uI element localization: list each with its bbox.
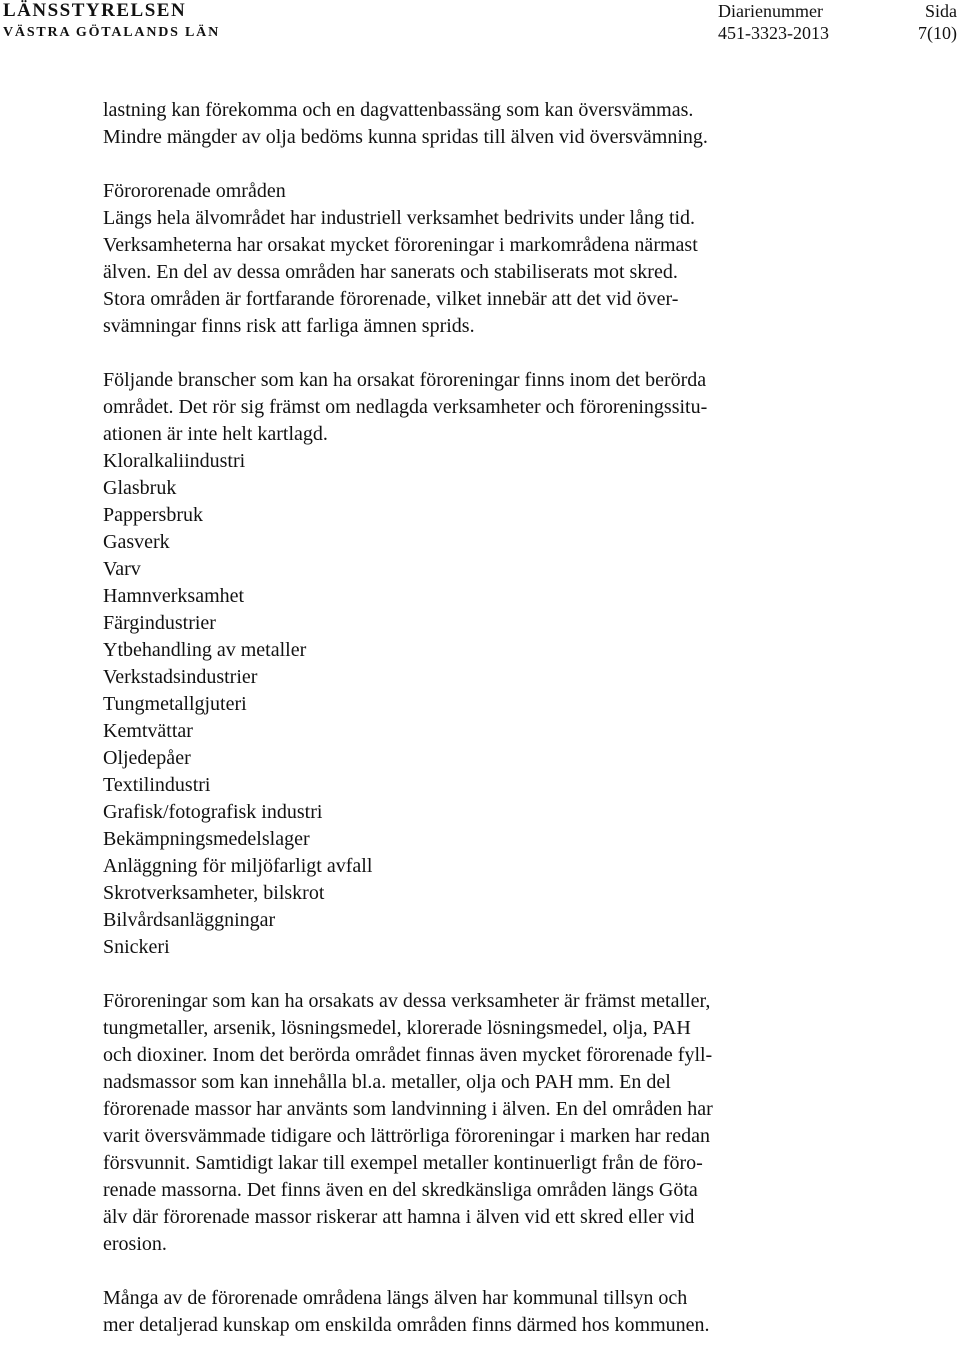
list-item: Oljedepåer (103, 747, 191, 769)
section-heading: Förororenade områden (103, 180, 286, 202)
list-item: Bekämpningsmedelslager (103, 828, 310, 850)
list-item: Tungmetallgjuteri (103, 693, 247, 715)
intro-paragraph: lastning kan förekomma och en dagvattenbassäng som kan översvämmas. Mindre mängder av olja bedöms kunna spridas till älven vid översvämning. (103, 99, 708, 148)
industry-list (103, 448, 843, 961)
list-item: Kemtvättar (103, 720, 193, 742)
list-item: Varv (103, 558, 141, 580)
list-item: Grafisk/fotografisk industri (103, 801, 323, 823)
contaminated-areas-paragraph: Längs hela älvområdet har industriell verksamhet bedrivits under lång tid. Verksamheterna har orsakat mycket föroreningar i markområdena närmast älven. En del av dessa områden har sanerats och stabiliserats mot skred. Stora områden är fortfarande förorenade, vilket innebär att det vid över- svämningar finns risk att farliga ämnen sprids. (103, 207, 698, 337)
organization-logo (3, 0, 220, 44)
list-item: Textilindustri (103, 774, 211, 796)
list-item: Gasverk (103, 531, 170, 553)
list-item: Verkstadsindustrier (103, 666, 258, 688)
org-name: LÄNSSTYRELSEN (3, 0, 187, 21)
page-label: Sida (924, 1, 957, 21)
list-item: Hamnverksamhet (103, 585, 245, 607)
list-item: Skrotverksamheter, bilskrot (103, 882, 325, 904)
list-item: Ytbehandling av metaller (103, 639, 307, 661)
list-item: Anläggning för miljöfarligt avfall (103, 855, 373, 877)
page-number: 7(10) (918, 23, 957, 43)
list-item: Färgindustrier (103, 612, 216, 634)
industries-intro-paragraph: Följande branscher som kan ha orsakat föroreningar finns inom det berörda området. Det rör sig främst om nedlagda verksamheter och föroreningssitu- ationen är inte helt kartlagd. (103, 369, 708, 445)
list-item: Glasbruk (103, 477, 177, 499)
list-item: Snickeri (103, 936, 170, 958)
pollutants-paragraph: Föroreningar som kan ha orsakats av dessa verksamheter är främst metaller, tungmetaller, arsenik, lösningsmedel, klorerade lösningsmedel, olja, PAH och dioxiner. Inom det berörda området finnas även mycket förorenade fyll- nadsmassor som kan innehålla bl.a. metaller, olja och PAH mm. En del förorenade massor har använts som landvinning i älven. En del områden har varit översvämmade tidigare och lättrörliga föroreningar i marken har redan försvunnit. Samtidigt lakar till exempel metaller kontinuerligt från de föro- renade massorna. Det finns även en del skredkänsliga områden längs Göta älv där förorenade massor riskerar att hamna i älven vid ett skred eller vid erosion. (103, 990, 713, 1255)
org-region: VÄSTRA GÖTALANDS LÄN (3, 25, 220, 40)
municipal-supervision-paragraph: Många av de förorenade områdena längs älven har kommunal tillsyn och mer detaljerad kunskap om enskilda områden finns därmed hos kommunen. (103, 1287, 710, 1336)
page-header (0, 0, 960, 50)
list-item: Pappersbruk (103, 504, 203, 526)
list-item: Bilvårdsanläggningar (103, 909, 276, 931)
diarienummer-label: Diarienummer (718, 1, 823, 21)
document-body (103, 97, 843, 1339)
list-item: Kloralkaliindustri (103, 450, 246, 472)
diarienummer-value: 451-3323-2013 (718, 23, 829, 43)
